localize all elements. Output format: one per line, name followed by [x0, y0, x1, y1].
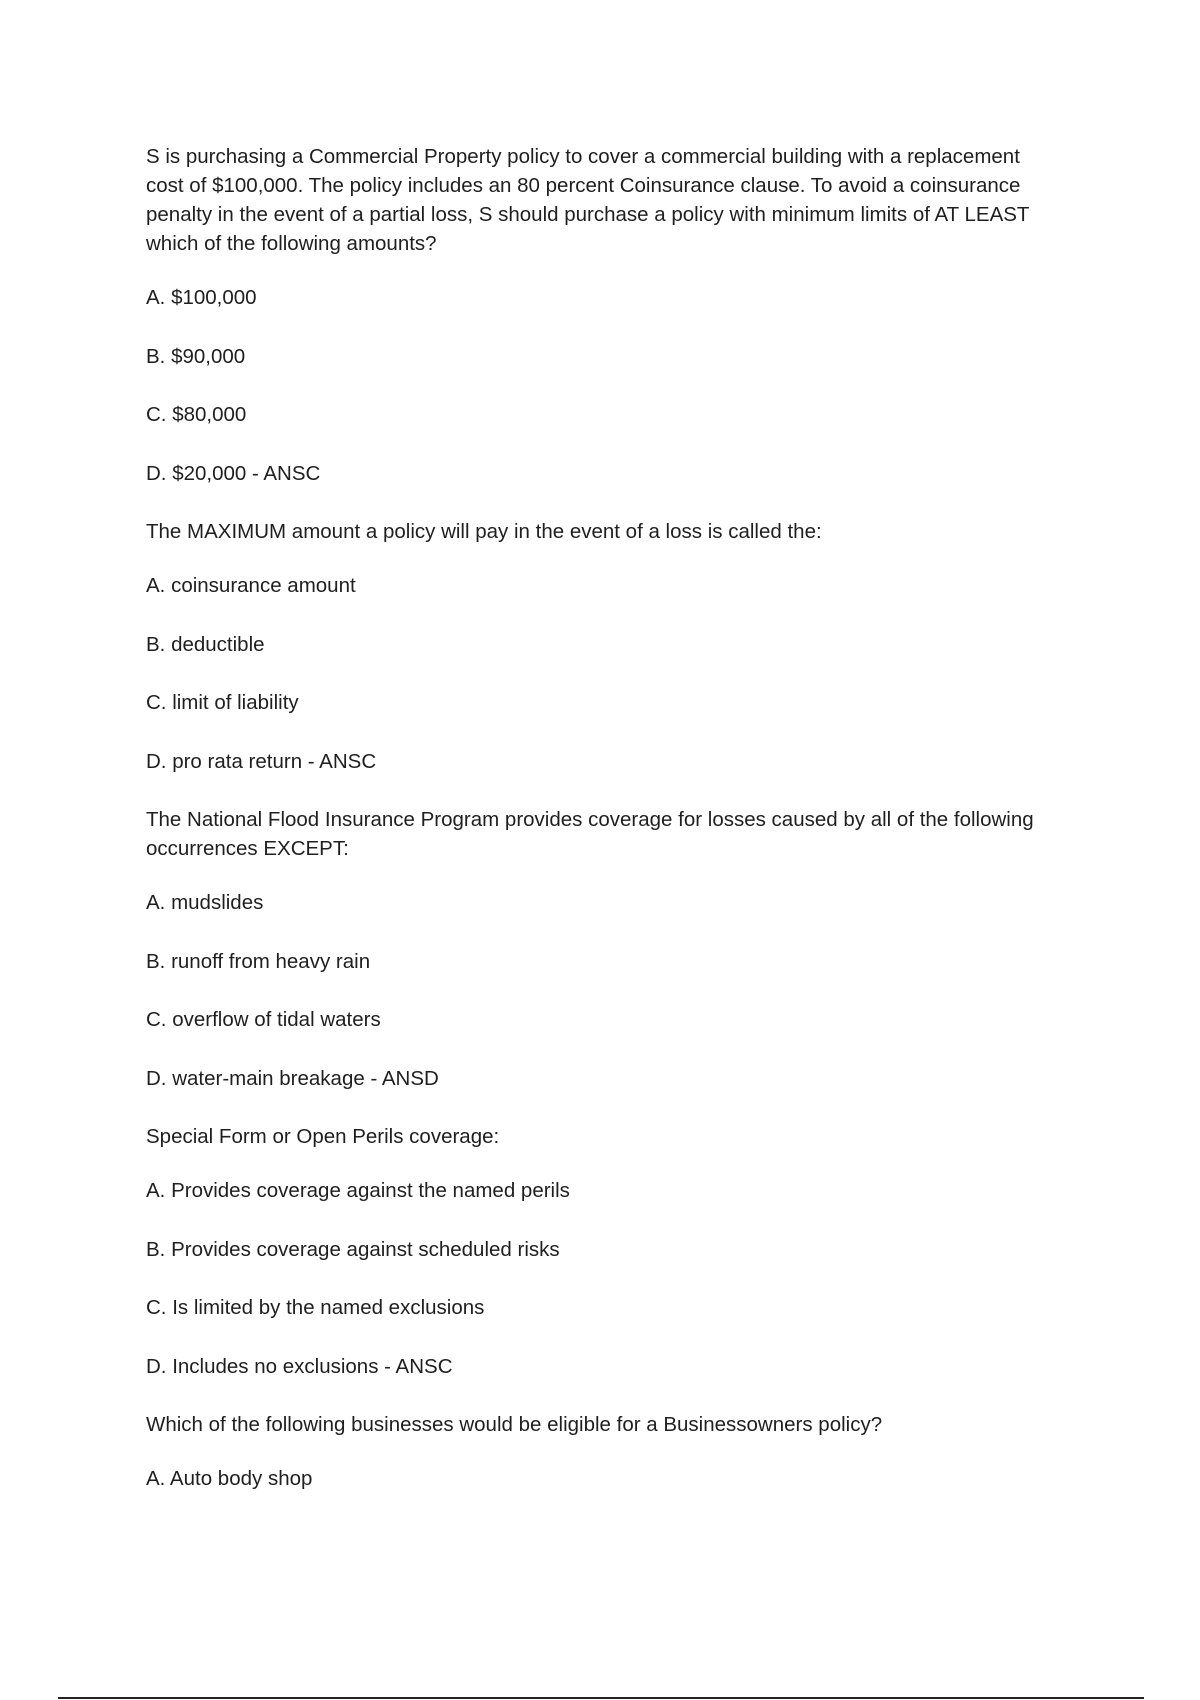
answer-option-b: B. Provides coverage against scheduled risks: [146, 1237, 560, 1261]
answer-option-b: B. $90,000: [146, 344, 246, 368]
question-3: [146, 805, 1046, 1093]
answer-option-b: B. runoff from heavy rain: [146, 949, 371, 973]
question-text: Which of the following businesses would be eligible for a Businessowners policy?: [146, 1413, 883, 1436]
question-4: [146, 1122, 1046, 1381]
answer-option-c: C. $80,000: [146, 403, 247, 426]
answer-option-c: C. Is limited by the named exclusions: [146, 1296, 485, 1319]
answer-option-a: A. coinsurance amount: [146, 574, 356, 597]
document-page: [146, 142, 1046, 1523]
answer-option-c: C. overflow of tidal waters: [146, 1008, 381, 1031]
answer-option-a: A. Auto body shop: [146, 1467, 313, 1490]
question-text: S is purchasing a Commercial Property policy to cover a commercial building with a replacement cost of $100,000. The policy includes an 80 percent Coinsurance clause. To avoid a coinsurance penalty in the event of a partial loss, S should purchase a policy with minimum limits of AT LEAST which of the following amounts?: [146, 145, 1030, 255]
question-text: Special Form or Open Perils coverage:: [146, 1125, 500, 1148]
answer-option-a: A. Provides coverage against the named perils: [146, 1179, 570, 1202]
question-1: [146, 142, 1046, 488]
answer-option-a: A. $100,000: [146, 286, 257, 309]
question-text: The National Flood Insurance Program provides coverage for losses caused by all of the following occurrences EXCEPT:: [146, 808, 1034, 860]
answer-option-a: A. mudslides: [146, 891, 264, 914]
answer-option-d: D. water-main breakage - ANSD: [146, 1066, 439, 1090]
question-5: [146, 1410, 1046, 1493]
answer-option-d: D. pro rata return - ANSC: [146, 749, 377, 773]
footer-divider: [58, 1697, 1144, 1699]
question-2: [146, 517, 1046, 776]
answer-option-d: D. Includes no exclusions - ANSC: [146, 1354, 453, 1378]
answer-option-b: B. deductible: [146, 632, 265, 656]
answer-option-c: C. limit of liability: [146, 691, 299, 714]
answer-option-d: D. $20,000 - ANSC: [146, 461, 321, 485]
question-text: The MAXIMUM amount a policy will pay in the event of a loss is called the:: [146, 520, 822, 543]
